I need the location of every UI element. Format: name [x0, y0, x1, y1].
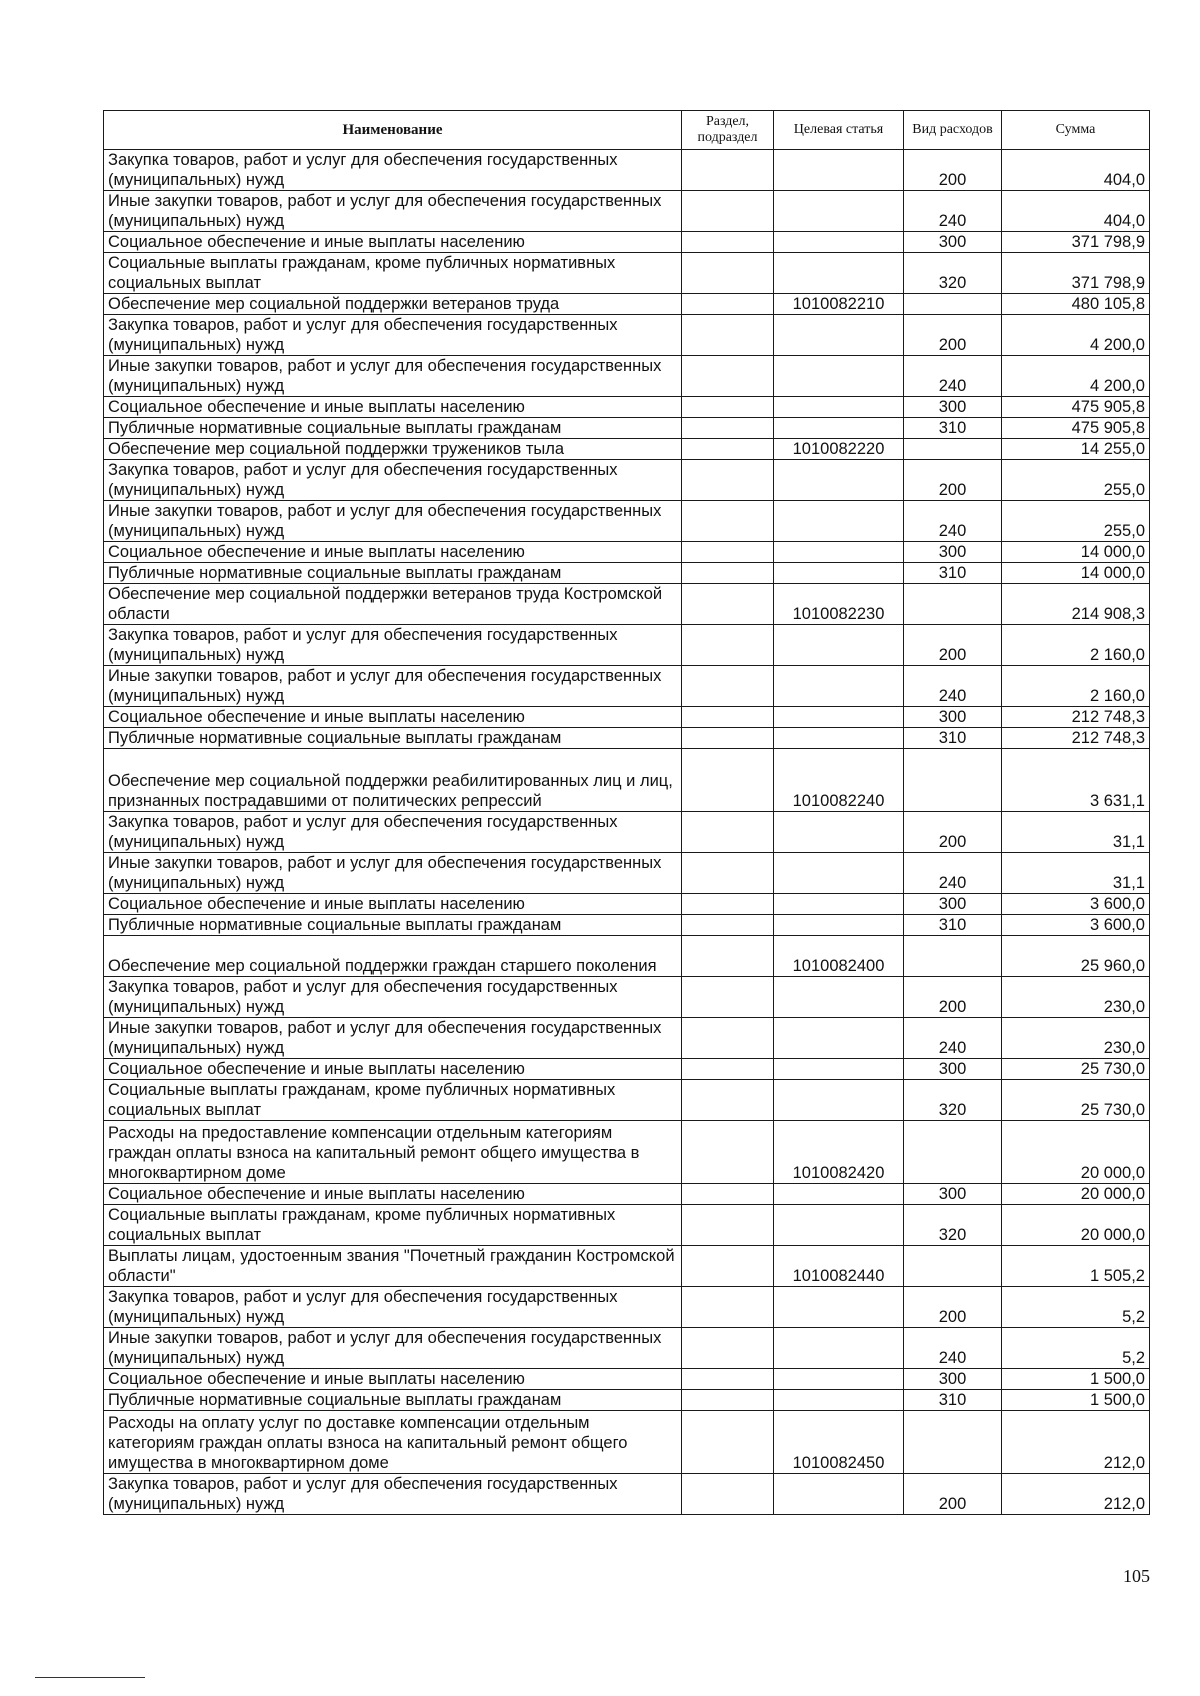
row-kind [904, 1121, 1002, 1184]
row-kind: 310 [904, 915, 1002, 936]
row-sum: 212,0 [1002, 1474, 1150, 1515]
row-sum: 255,0 [1002, 460, 1150, 501]
header-sum: Сумма [1002, 111, 1150, 150]
table-row [104, 315, 1150, 356]
row-name: Расходы на предоставление компенсации отдельным категориям граждан оплаты взноса на капитальный ремонт общего имущества в многоквартирном доме [104, 1121, 682, 1184]
row-kind [904, 1246, 1002, 1287]
row-section [682, 915, 774, 936]
row-target [774, 853, 904, 894]
row-name: Социальные выплаты гражданам, кроме публичных нормативных социальных выплат [104, 1205, 682, 1246]
row-target [774, 191, 904, 232]
row-sum: 1 505,2 [1002, 1246, 1150, 1287]
row-kind: 300 [904, 1369, 1002, 1390]
row-sum: 20 000,0 [1002, 1121, 1150, 1184]
row-target [774, 1287, 904, 1328]
row-target [774, 563, 904, 584]
table-row [104, 936, 1150, 977]
table-row [104, 749, 1150, 812]
row-name: Иные закупки товаров, работ и услуг для обеспечения государственных (муниципальных) нужд [104, 1328, 682, 1369]
row-target [774, 666, 904, 707]
row-section [682, 253, 774, 294]
table-row [104, 1121, 1150, 1184]
row-sum: 3 631,1 [1002, 749, 1150, 812]
row-kind: 240 [904, 501, 1002, 542]
row-name: Иные закупки товаров, работ и услуг для обеспечения государственных (муниципальных) нужд [104, 191, 682, 232]
row-kind: 300 [904, 894, 1002, 915]
row-target [774, 397, 904, 418]
row-kind: 240 [904, 853, 1002, 894]
row-kind: 200 [904, 315, 1002, 356]
row-section [682, 1390, 774, 1411]
row-target [774, 915, 904, 936]
row-sum: 20 000,0 [1002, 1205, 1150, 1246]
row-kind: 200 [904, 1474, 1002, 1515]
table-row [104, 418, 1150, 439]
row-sum: 4 200,0 [1002, 315, 1150, 356]
row-kind: 320 [904, 1205, 1002, 1246]
table-row [104, 915, 1150, 936]
row-target [774, 707, 904, 728]
table-row [104, 1287, 1150, 1328]
table-row [104, 501, 1150, 542]
row-kind [904, 936, 1002, 977]
row-sum: 14 255,0 [1002, 439, 1150, 460]
row-section [682, 936, 774, 977]
table-row [104, 584, 1150, 625]
row-section [682, 1121, 774, 1184]
row-target [774, 1059, 904, 1080]
row-section [682, 356, 774, 397]
row-sum: 1 500,0 [1002, 1390, 1150, 1411]
row-section [682, 1205, 774, 1246]
table-row [104, 150, 1150, 191]
header-section: Раздел, подраздел [682, 111, 774, 150]
row-name: Закупка товаров, работ и услуг для обеспечения государственных (муниципальных) нужд [104, 1474, 682, 1515]
row-name: Социальные выплаты гражданам, кроме публичных нормативных социальных выплат [104, 1080, 682, 1121]
row-kind [904, 294, 1002, 315]
row-sum: 5,2 [1002, 1287, 1150, 1328]
table-row [104, 894, 1150, 915]
row-section [682, 315, 774, 356]
row-target [774, 625, 904, 666]
row-section [682, 1287, 774, 1328]
row-kind: 310 [904, 563, 1002, 584]
footnote-rule [35, 1677, 145, 1678]
row-target [774, 977, 904, 1018]
row-section [682, 1018, 774, 1059]
row-name: Публичные нормативные социальные выплаты гражданам [104, 418, 682, 439]
row-section [682, 232, 774, 253]
table-row [104, 1246, 1150, 1287]
row-name: Социальное обеспечение и иные выплаты населению [104, 894, 682, 915]
row-section [682, 563, 774, 584]
row-name: Иные закупки товаров, работ и услуг для обеспечения государственных (муниципальных) нужд [104, 1018, 682, 1059]
row-name: Иные закупки товаров, работ и услуг для обеспечения государственных (муниципальных) нужд [104, 356, 682, 397]
table-row [104, 563, 1150, 584]
row-target [774, 315, 904, 356]
row-kind: 200 [904, 1287, 1002, 1328]
row-kind: 300 [904, 232, 1002, 253]
table-row [104, 977, 1150, 1018]
table-row [104, 1080, 1150, 1121]
table-row [104, 1059, 1150, 1080]
row-target [774, 1369, 904, 1390]
row-name: Закупка товаров, работ и услуг для обеспечения государственных (муниципальных) нужд [104, 812, 682, 853]
header-target: Целевая статья [774, 111, 904, 150]
row-name: Обеспечение мер социальной поддержки граждан старшего поколения [104, 936, 682, 977]
table-row [104, 625, 1150, 666]
row-section [682, 1184, 774, 1205]
table-row [104, 191, 1150, 232]
row-name: Обеспечение мер социальной поддержки ветеранов труда Костромской области [104, 584, 682, 625]
row-sum: 14 000,0 [1002, 542, 1150, 563]
row-section [682, 1411, 774, 1474]
row-target: 1010082400 [774, 936, 904, 977]
row-kind [904, 584, 1002, 625]
row-target [774, 1080, 904, 1121]
table-row [104, 1184, 1150, 1205]
row-sum: 25 730,0 [1002, 1080, 1150, 1121]
row-kind: 320 [904, 253, 1002, 294]
row-sum: 255,0 [1002, 501, 1150, 542]
table-row [104, 1328, 1150, 1369]
row-sum: 2 160,0 [1002, 666, 1150, 707]
header-name: Наименование [104, 111, 682, 150]
row-sum: 212 748,3 [1002, 728, 1150, 749]
row-sum: 3 600,0 [1002, 894, 1150, 915]
table-row [104, 728, 1150, 749]
table-row [104, 1390, 1150, 1411]
row-section [682, 460, 774, 501]
row-kind: 310 [904, 1390, 1002, 1411]
row-section [682, 1328, 774, 1369]
row-sum: 212 748,3 [1002, 707, 1150, 728]
row-section [682, 501, 774, 542]
row-section [682, 1080, 774, 1121]
row-name: Публичные нормативные социальные выплаты гражданам [104, 563, 682, 584]
table-row [104, 1474, 1150, 1515]
table-row [104, 707, 1150, 728]
row-sum: 1 500,0 [1002, 1369, 1150, 1390]
row-kind: 320 [904, 1080, 1002, 1121]
row-name: Закупка товаров, работ и услуг для обеспечения государственных (муниципальных) нужд [104, 977, 682, 1018]
row-target: 1010082240 [774, 749, 904, 812]
row-target: 1010082230 [774, 584, 904, 625]
table-row [104, 1411, 1150, 1474]
table-row [104, 666, 1150, 707]
row-sum: 5,2 [1002, 1328, 1150, 1369]
table-row [104, 542, 1150, 563]
row-name: Публичные нормативные социальные выплаты гражданам [104, 728, 682, 749]
row-kind: 310 [904, 728, 1002, 749]
row-target [774, 356, 904, 397]
row-sum: 230,0 [1002, 1018, 1150, 1059]
row-section [682, 542, 774, 563]
row-sum: 475 905,8 [1002, 397, 1150, 418]
row-target [774, 894, 904, 915]
row-target [774, 253, 904, 294]
row-sum: 31,1 [1002, 812, 1150, 853]
row-target [774, 1184, 904, 1205]
table-row [104, 812, 1150, 853]
row-name: Социальное обеспечение и иные выплаты населению [104, 1184, 682, 1205]
row-sum: 404,0 [1002, 191, 1150, 232]
row-section [682, 853, 774, 894]
row-target: 1010082440 [774, 1246, 904, 1287]
row-name: Обеспечение мер социальной поддержки ветеранов труда [104, 294, 682, 315]
table-row [104, 1018, 1150, 1059]
row-section [682, 150, 774, 191]
table-row [104, 356, 1150, 397]
row-kind: 240 [904, 356, 1002, 397]
row-sum: 14 000,0 [1002, 563, 1150, 584]
table-row [104, 1205, 1150, 1246]
table-row [104, 253, 1150, 294]
row-target [774, 728, 904, 749]
row-section [682, 1474, 774, 1515]
row-sum: 371 798,9 [1002, 253, 1150, 294]
row-name: Иные закупки товаров, работ и услуг для обеспечения государственных (муниципальных) нужд [104, 666, 682, 707]
row-target [774, 501, 904, 542]
row-sum: 212,0 [1002, 1411, 1150, 1474]
row-section [682, 584, 774, 625]
row-kind: 240 [904, 191, 1002, 232]
table-header-row [104, 111, 1150, 150]
row-kind: 240 [904, 1328, 1002, 1369]
row-target [774, 812, 904, 853]
row-name: Закупка товаров, работ и услуг для обеспечения государственных (муниципальных) нужд [104, 625, 682, 666]
row-sum: 2 160,0 [1002, 625, 1150, 666]
row-target [774, 150, 904, 191]
row-target [774, 460, 904, 501]
row-kind: 200 [904, 812, 1002, 853]
row-sum: 404,0 [1002, 150, 1150, 191]
row-name: Расходы на оплату услуг по доставке компенсации отдельным категориям граждан оплаты взноса на капитальный ремонт общего имущества в многоквартирном доме [104, 1411, 682, 1474]
row-name: Социальное обеспечение и иные выплаты населению [104, 397, 682, 418]
row-name: Социальное обеспечение и иные выплаты населению [104, 1369, 682, 1390]
table-row [104, 439, 1150, 460]
row-name: Социальное обеспечение и иные выплаты населению [104, 542, 682, 563]
row-section [682, 707, 774, 728]
row-name: Закупка товаров, работ и услуг для обеспечения государственных (муниципальных) нужд [104, 315, 682, 356]
row-sum: 230,0 [1002, 977, 1150, 1018]
table-row [104, 853, 1150, 894]
row-sum: 371 798,9 [1002, 232, 1150, 253]
row-name: Закупка товаров, работ и услуг для обеспечения государственных (муниципальных) нужд [104, 460, 682, 501]
row-kind: 200 [904, 460, 1002, 501]
row-sum: 214 908,3 [1002, 584, 1150, 625]
row-sum: 25 960,0 [1002, 936, 1150, 977]
row-kind: 300 [904, 542, 1002, 563]
row-kind: 200 [904, 625, 1002, 666]
row-kind: 200 [904, 977, 1002, 1018]
row-name: Социальные выплаты гражданам, кроме публичных нормативных социальных выплат [104, 253, 682, 294]
row-name: Закупка товаров, работ и услуг для обеспечения государственных (муниципальных) нужд [104, 1287, 682, 1328]
row-section [682, 1369, 774, 1390]
table-row [104, 294, 1150, 315]
row-section [682, 397, 774, 418]
row-target [774, 542, 904, 563]
row-section [682, 1059, 774, 1080]
row-section [682, 728, 774, 749]
row-kind: 300 [904, 1184, 1002, 1205]
row-target [774, 1390, 904, 1411]
row-target: 1010082220 [774, 439, 904, 460]
row-section [682, 977, 774, 1018]
table-row [104, 397, 1150, 418]
row-section [682, 191, 774, 232]
row-section [682, 812, 774, 853]
row-name: Выплаты лицам, удостоенным звания "Почетный гражданин Костромской области" [104, 1246, 682, 1287]
table-row [104, 460, 1150, 501]
row-name: Закупка товаров, работ и услуг для обеспечения государственных (муниципальных) нужд [104, 150, 682, 191]
row-section [682, 418, 774, 439]
row-kind: 300 [904, 397, 1002, 418]
row-target: 1010082450 [774, 1411, 904, 1474]
row-section [682, 749, 774, 812]
table-row [104, 232, 1150, 253]
row-target [774, 1328, 904, 1369]
row-kind: 200 [904, 150, 1002, 191]
header-kind: Вид расходов [904, 111, 1002, 150]
row-kind: 300 [904, 707, 1002, 728]
row-kind [904, 439, 1002, 460]
row-section [682, 294, 774, 315]
row-name: Публичные нормативные социальные выплаты гражданам [104, 915, 682, 936]
row-name: Обеспечение мер социальной поддержки тружеников тыла [104, 439, 682, 460]
row-target: 1010082420 [774, 1121, 904, 1184]
row-section [682, 439, 774, 460]
row-kind: 300 [904, 1059, 1002, 1080]
row-target [774, 232, 904, 253]
row-sum: 4 200,0 [1002, 356, 1150, 397]
row-sum: 475 905,8 [1002, 418, 1150, 439]
row-sum: 25 730,0 [1002, 1059, 1150, 1080]
page-number: 105 [1123, 1566, 1150, 1586]
row-name: Публичные нормативные социальные выплаты гражданам [104, 1390, 682, 1411]
row-sum: 480 105,8 [1002, 294, 1150, 315]
row-name: Иные закупки товаров, работ и услуг для обеспечения государственных (муниципальных) нужд [104, 853, 682, 894]
row-name: Социальное обеспечение и иные выплаты населению [104, 1059, 682, 1080]
row-sum: 3 600,0 [1002, 915, 1150, 936]
row-sum: 31,1 [1002, 853, 1150, 894]
row-kind [904, 1411, 1002, 1474]
row-sum: 20 000,0 [1002, 1184, 1150, 1205]
row-name: Иные закупки товаров, работ и услуг для обеспечения государственных (муниципальных) нужд [104, 501, 682, 542]
row-kind: 310 [904, 418, 1002, 439]
row-section [682, 625, 774, 666]
row-section [682, 894, 774, 915]
row-kind [904, 749, 1002, 812]
row-target [774, 418, 904, 439]
row-name: Обеспечение мер социальной поддержки реабилитированных лиц и лиц, признанных пострадавшими от политических репрессий [104, 749, 682, 812]
row-name: Социальное обеспечение и иные выплаты населению [104, 707, 682, 728]
budget-table [103, 110, 1150, 1515]
row-kind: 240 [904, 666, 1002, 707]
row-section [682, 1246, 774, 1287]
row-kind: 240 [904, 1018, 1002, 1059]
row-section [682, 666, 774, 707]
row-name: Социальное обеспечение и иные выплаты населению [104, 232, 682, 253]
row-target [774, 1018, 904, 1059]
row-target [774, 1474, 904, 1515]
table-row [104, 1369, 1150, 1390]
row-target [774, 1205, 904, 1246]
row-target: 1010082210 [774, 294, 904, 315]
